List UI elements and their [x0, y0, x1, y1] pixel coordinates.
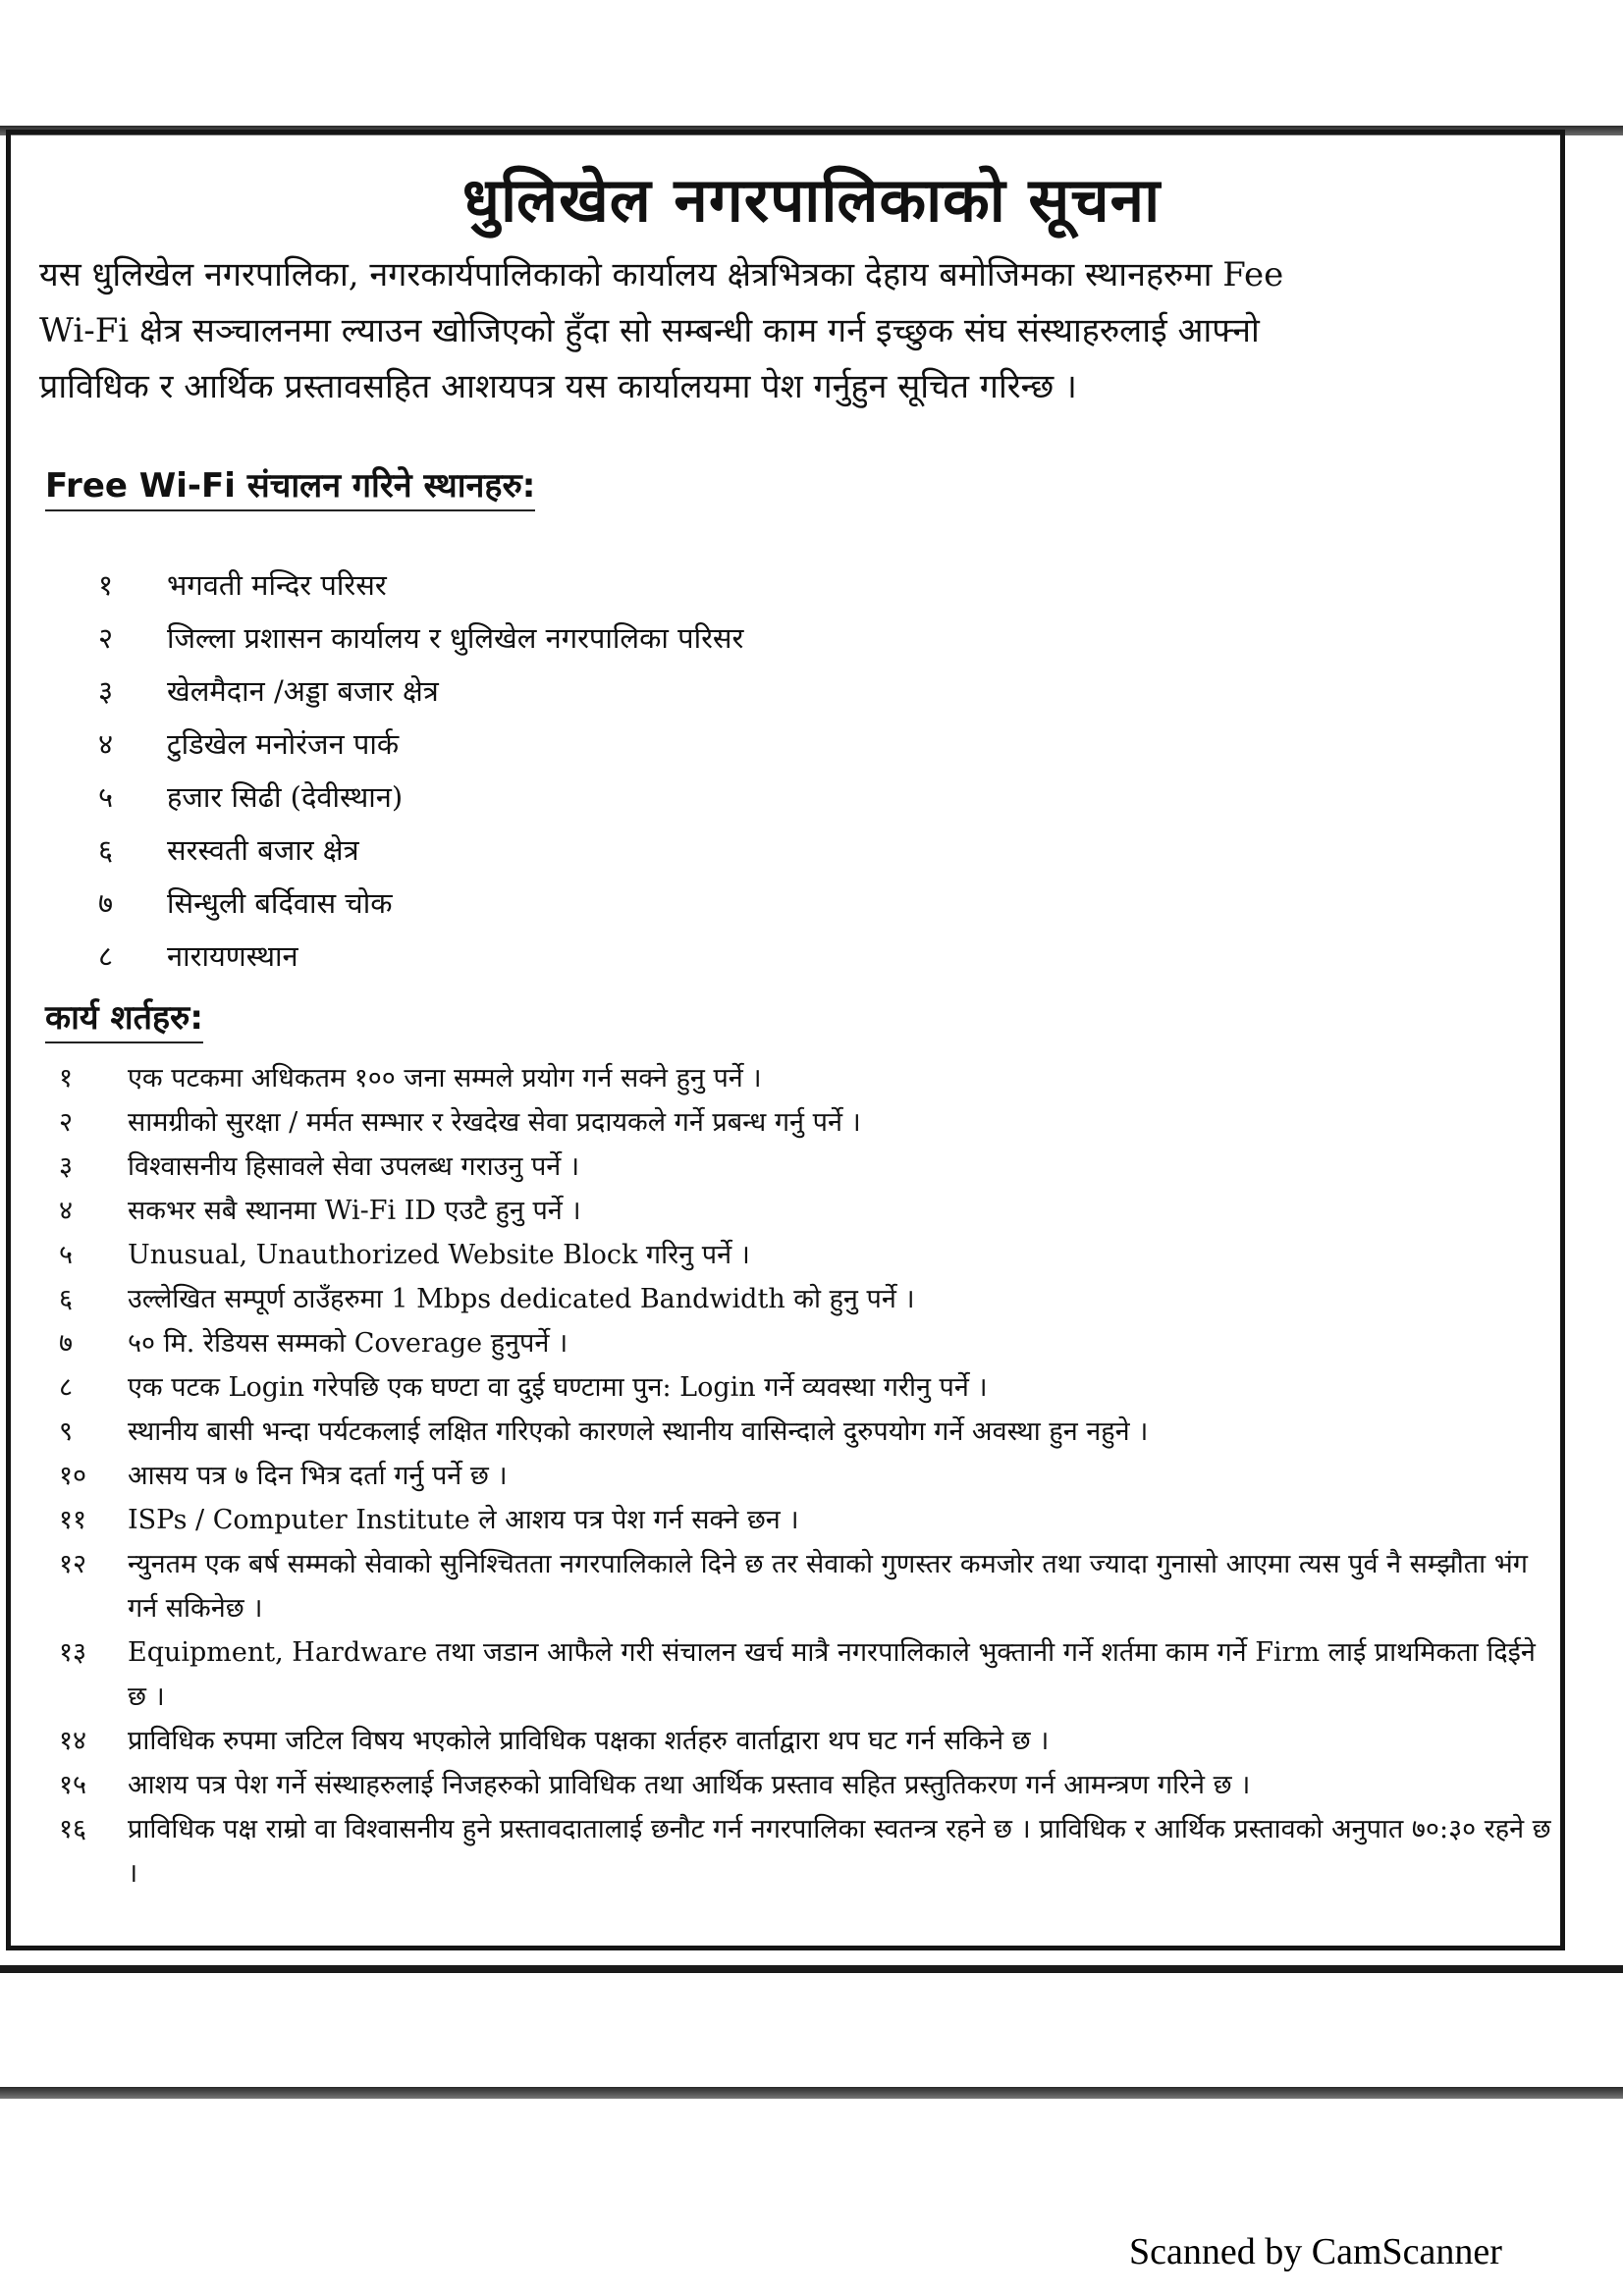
list-item: ३ विश्वासनीय हिसावले सेवा उपलब्ध गराउनु पर्ने । [59, 1151, 580, 1182]
bottom-rule [0, 1965, 1623, 1973]
list-item: ४ टुडिखेल मनोरंजन पार्क [98, 726, 400, 761]
list-item: ५ हजार सिढी (देवीस्थान) [98, 779, 404, 814]
list-item: २ जिल्ला प्रशासन कार्यालय र धुलिखेल नगरपालिका परिसर [98, 620, 744, 655]
list-item: ३ खेलमैदान /अड्डा बजार क्षेत्र [98, 673, 439, 708]
list-item: ९ स्थानीय बासी भन्दा पर्यटकलाई लक्षित गरिएको कारणले स्थानीय वासिन्दाले दुरुपयोग गर्ने अवस्था हुन नहुने । [59, 1416, 1149, 1447]
list-item: ५ Unusual, Unauthorized Website Block गरिनु पर्ने । [59, 1240, 750, 1270]
conditions-heading: कार्य शर्तहरु: [45, 993, 203, 1043]
places-list [98, 558, 1178, 982]
conditions-list [59, 1056, 1561, 1896]
list-item: ११ ISPs / Computer Institute ले आशय पत्र पेश गर्न सक्ने छन । [59, 1505, 799, 1535]
list-item: १२ न्युनतम एक बर्ष सम्मको सेवाको सुनिश्चितता नगरपालिकाले दिने छ तर सेवाको गुणस्तर कमजोर तथा ज्यादा गुनासो आएमा त्यस पुर्व नै सम्झौता भंग गर्न सकिनेछ । [59, 1549, 1528, 1624]
list-item: १६ प्राविधिक पक्ष राम्रो वा विश्वासनीय हुने प्रस्तावदातालाई छनौट गर्न नगरपालिका स्वतन्त्र रहने छ । प्राविधिक र आर्थिक प्रस्तावको अनुपात ७०:३० रहने छ । [59, 1814, 1551, 1889]
list-item: १ भगवती मन्दिर परिसर [98, 567, 387, 602]
list-item: २ सामग्रीको सुरक्षा / मर्मत सम्भार र रेखदेख सेवा प्रदायकले गर्ने प्रबन्ध गर्नु पर्ने । [59, 1107, 861, 1138]
list-item: ४ सकभर सबै स्थानमा Wi-Fi ID एउटै हुनु पर्ने । [59, 1196, 581, 1226]
list-item: ६ उल्लेखित सम्पूर्ण ठाउँहरुमा 1 Mbps dedicated Bandwidth को हुनु पर्ने । [59, 1284, 915, 1314]
list-item: ८ नारायणस्थान [98, 938, 298, 973]
places-heading: Free Wi-Fi संचालन गरिने स्थानहरु: [45, 461, 535, 511]
list-item: ८ एक पटक Login गरेपछि एक घण्टा वा दुई घण्टामा पुन: Login गर्ने व्यवस्था गरीनु पर्ने । [59, 1372, 988, 1403]
scan-bottom-edge [0, 2087, 1623, 2099]
list-item: ७ ५० मि. रेडियस सम्मको Coverage हुनुपर्ने । [59, 1328, 568, 1359]
scanner-watermark: Scanned by CamScanner [1129, 2231, 1502, 2272]
list-item: १३ Equipment, Hardware तथा जडान आफैले गरी संचालन खर्च मात्रै नगरपालिकाले भुक्तानी गर्ने शर्तमा काम गर्ने Firm लाई प्राथमिकता दिईने छ । [59, 1637, 1536, 1712]
notice-title: धुलिखेल नगरपालिकाको सूचना [461, 164, 1162, 236]
list-item: ६ सरस्वती बजार क्षेत्र [98, 832, 359, 867]
list-item: १० आसय पत्र ७ दिन भित्र दर्ता गर्नु पर्ने छ । [59, 1461, 508, 1491]
list-item: १४ प्राविधिक रुपमा जटिल विषय भएकोले प्राविधिक पक्षका शर्तहरु वार्ताद्वारा थप घट गर्न सकिने छ । [59, 1726, 1050, 1756]
list-item: ७ सिन्धुली बर्दिवास चोक [98, 885, 393, 920]
list-item: १ एक पटकमा अधिकतम १०० जना सम्मले प्रयोग गर्न सक्ने हुनु पर्ने । [59, 1063, 762, 1094]
intro-paragraph: यस धुलिखेल नगरपालिका, नगरकार्यपालिकाको कार्यालय क्षेत्रभित्रका देहाय बमोजिमका स्थानहरुमा Fee Wi-Fi क्षेत्र सञ्चालनमा ल्याउन खोजिएको हुँदा सो सम्बन्धी काम गर्न इच्छुक संघ संस्थाहरुलाई आफ्नो प्राविधिक र आर्थिक प्रस्तावसहित आशयपत्र यस कार्यालयमा पेश गर्नुहुन सूचित गरिन्छ । [39, 255, 1284, 406]
list-item: १५ आशय पत्र पेश गर्ने संस्थाहरुलाई निजहरुको प्राविधिक तथा आर्थिक प्रस्ताव सहित प्रस्तुतिकरण गर्न आमन्त्रण गरिने छ । [59, 1770, 1251, 1800]
